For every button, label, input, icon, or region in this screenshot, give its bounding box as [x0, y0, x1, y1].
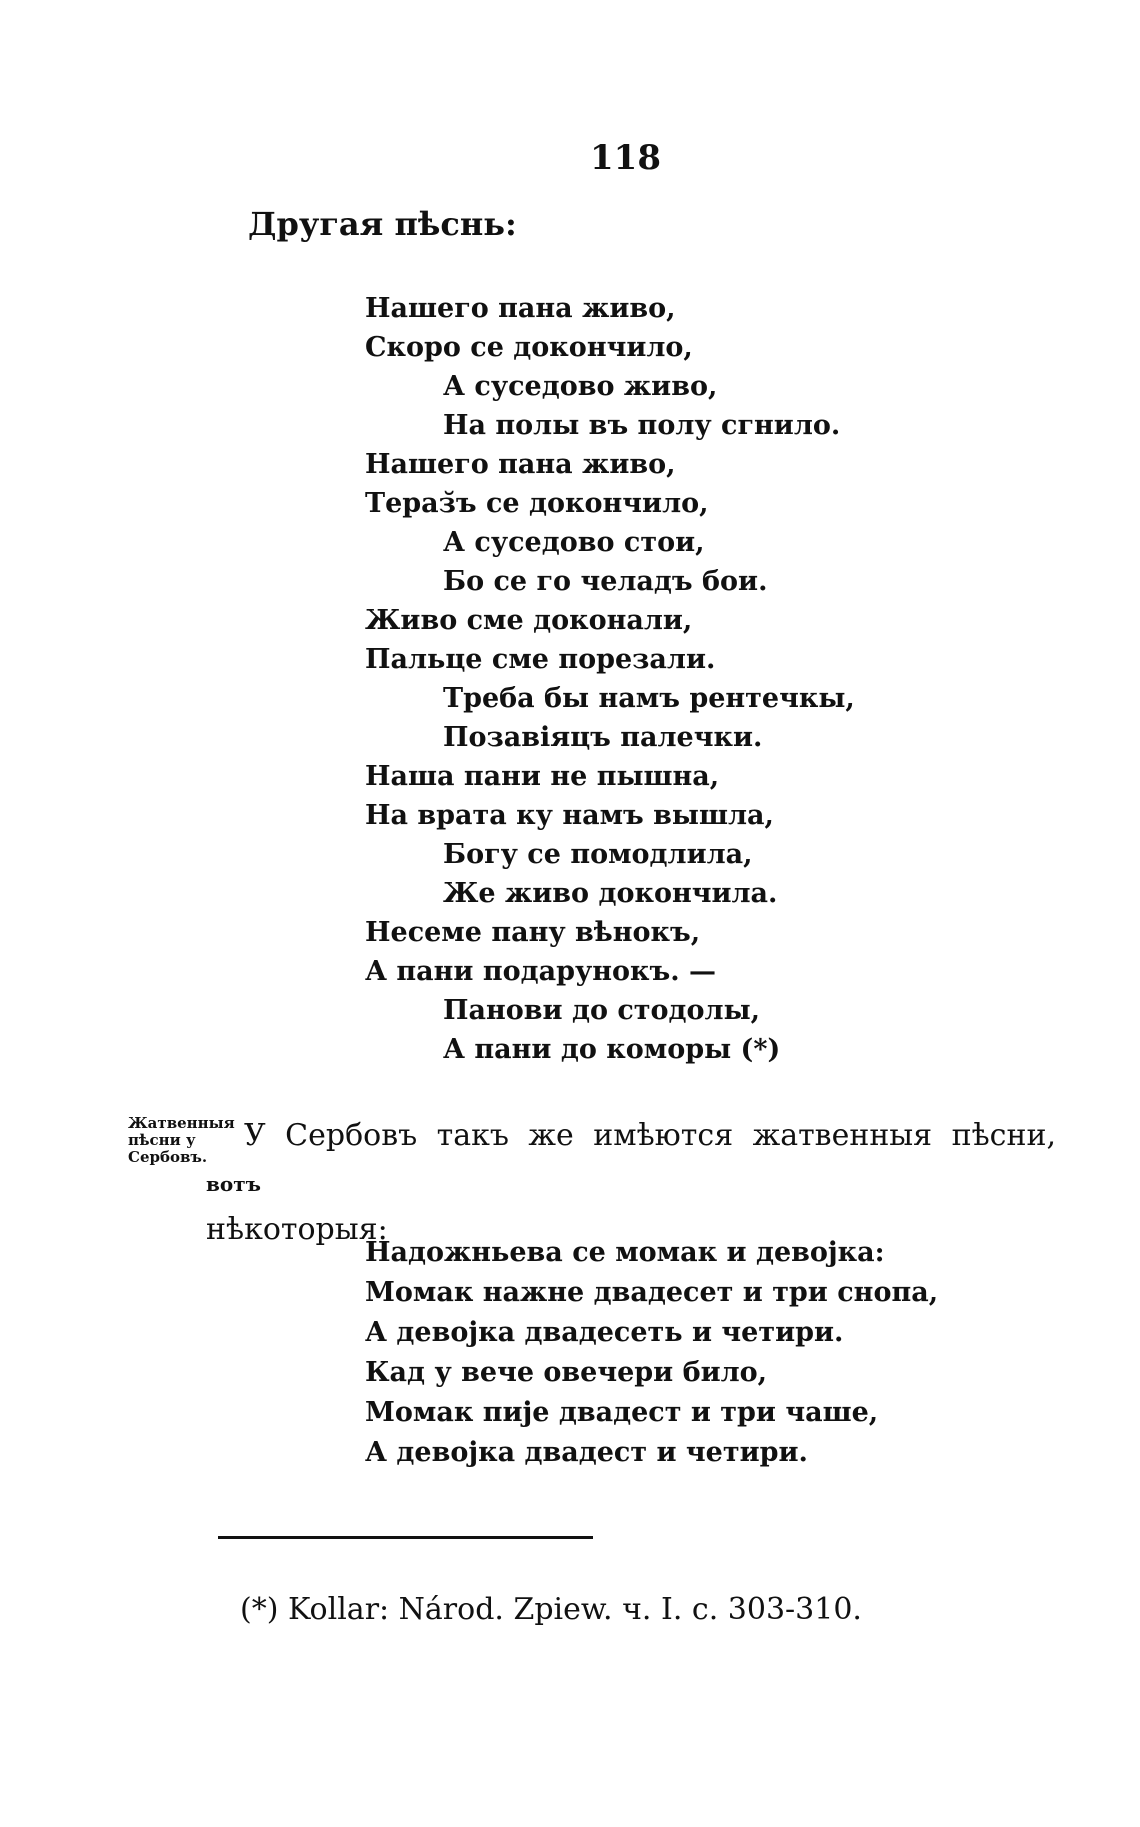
verse-line: На полы въ полу сгнило. [443, 410, 841, 441]
page-number: 118 [590, 138, 661, 178]
verse-line: Панови до стодолы, [443, 995, 761, 1026]
verse-line: Момак нажне двадесет и три снопа, [365, 1277, 939, 1308]
footnote: (*) Kollar: Národ. Zpiew. ч. I. с. 303-310. [240, 1592, 862, 1627]
verse-line: На врата ку намъ вышла, [365, 800, 774, 831]
verse-line: Позавіяцъ палечки. [443, 722, 763, 753]
verse-line: Же живо докончила. [443, 878, 778, 909]
paragraph-end: нѣкоторыя: [206, 1212, 388, 1247]
verse-line: А девојка двадест и четири. [365, 1437, 808, 1468]
margin-note: Жатвенныя пѣсни у Сербовъ. [128, 1114, 235, 1166]
verse-line: А суседово живо, [443, 371, 718, 402]
verse-line: А девојка двадесеть и четири. [365, 1317, 844, 1348]
verse-line: Нашего пана живо, [365, 293, 676, 324]
paragraph-tail: вотъ [206, 1172, 261, 1196]
footnote-divider [218, 1536, 593, 1539]
verse-line: Нашего пана живо, [365, 449, 676, 480]
verse-line: Наша пани не пышна, [365, 761, 720, 792]
verse-line: А суседово стои, [443, 527, 705, 558]
section-heading: Другая пѣснь: [248, 205, 517, 243]
verse-line: Момак пије двадест и три чаше, [365, 1397, 879, 1428]
verse-line: Треба бы намъ рентечкы, [443, 683, 855, 714]
paragraph-text: У Сербовъ такъ же имѣются жатвенныя пѣсни, [244, 1118, 1056, 1153]
verse-line: Надожньева се момак и девојка: [365, 1237, 885, 1268]
verse-line: Скоро се докончило, [365, 332, 693, 363]
verse-line: Живо сме доконали, [365, 605, 693, 636]
verse-line: Несеме пану вѣнокъ, [365, 917, 701, 948]
verse-line: Кад у вече овечери било, [365, 1357, 768, 1388]
verse-line: А пани до коморы (*) [443, 1034, 781, 1065]
verse-line: Тераз̆ъ се докончило, [365, 488, 709, 519]
verse-line: Богу се помодлила, [443, 839, 753, 870]
verse-line: Бо се го челадъ бои. [443, 566, 768, 597]
verse-line: А пани подарунокъ. — [365, 956, 717, 987]
verse-line: Пальце сме порезали. [365, 644, 716, 675]
body-paragraph [206, 1113, 1056, 1253]
